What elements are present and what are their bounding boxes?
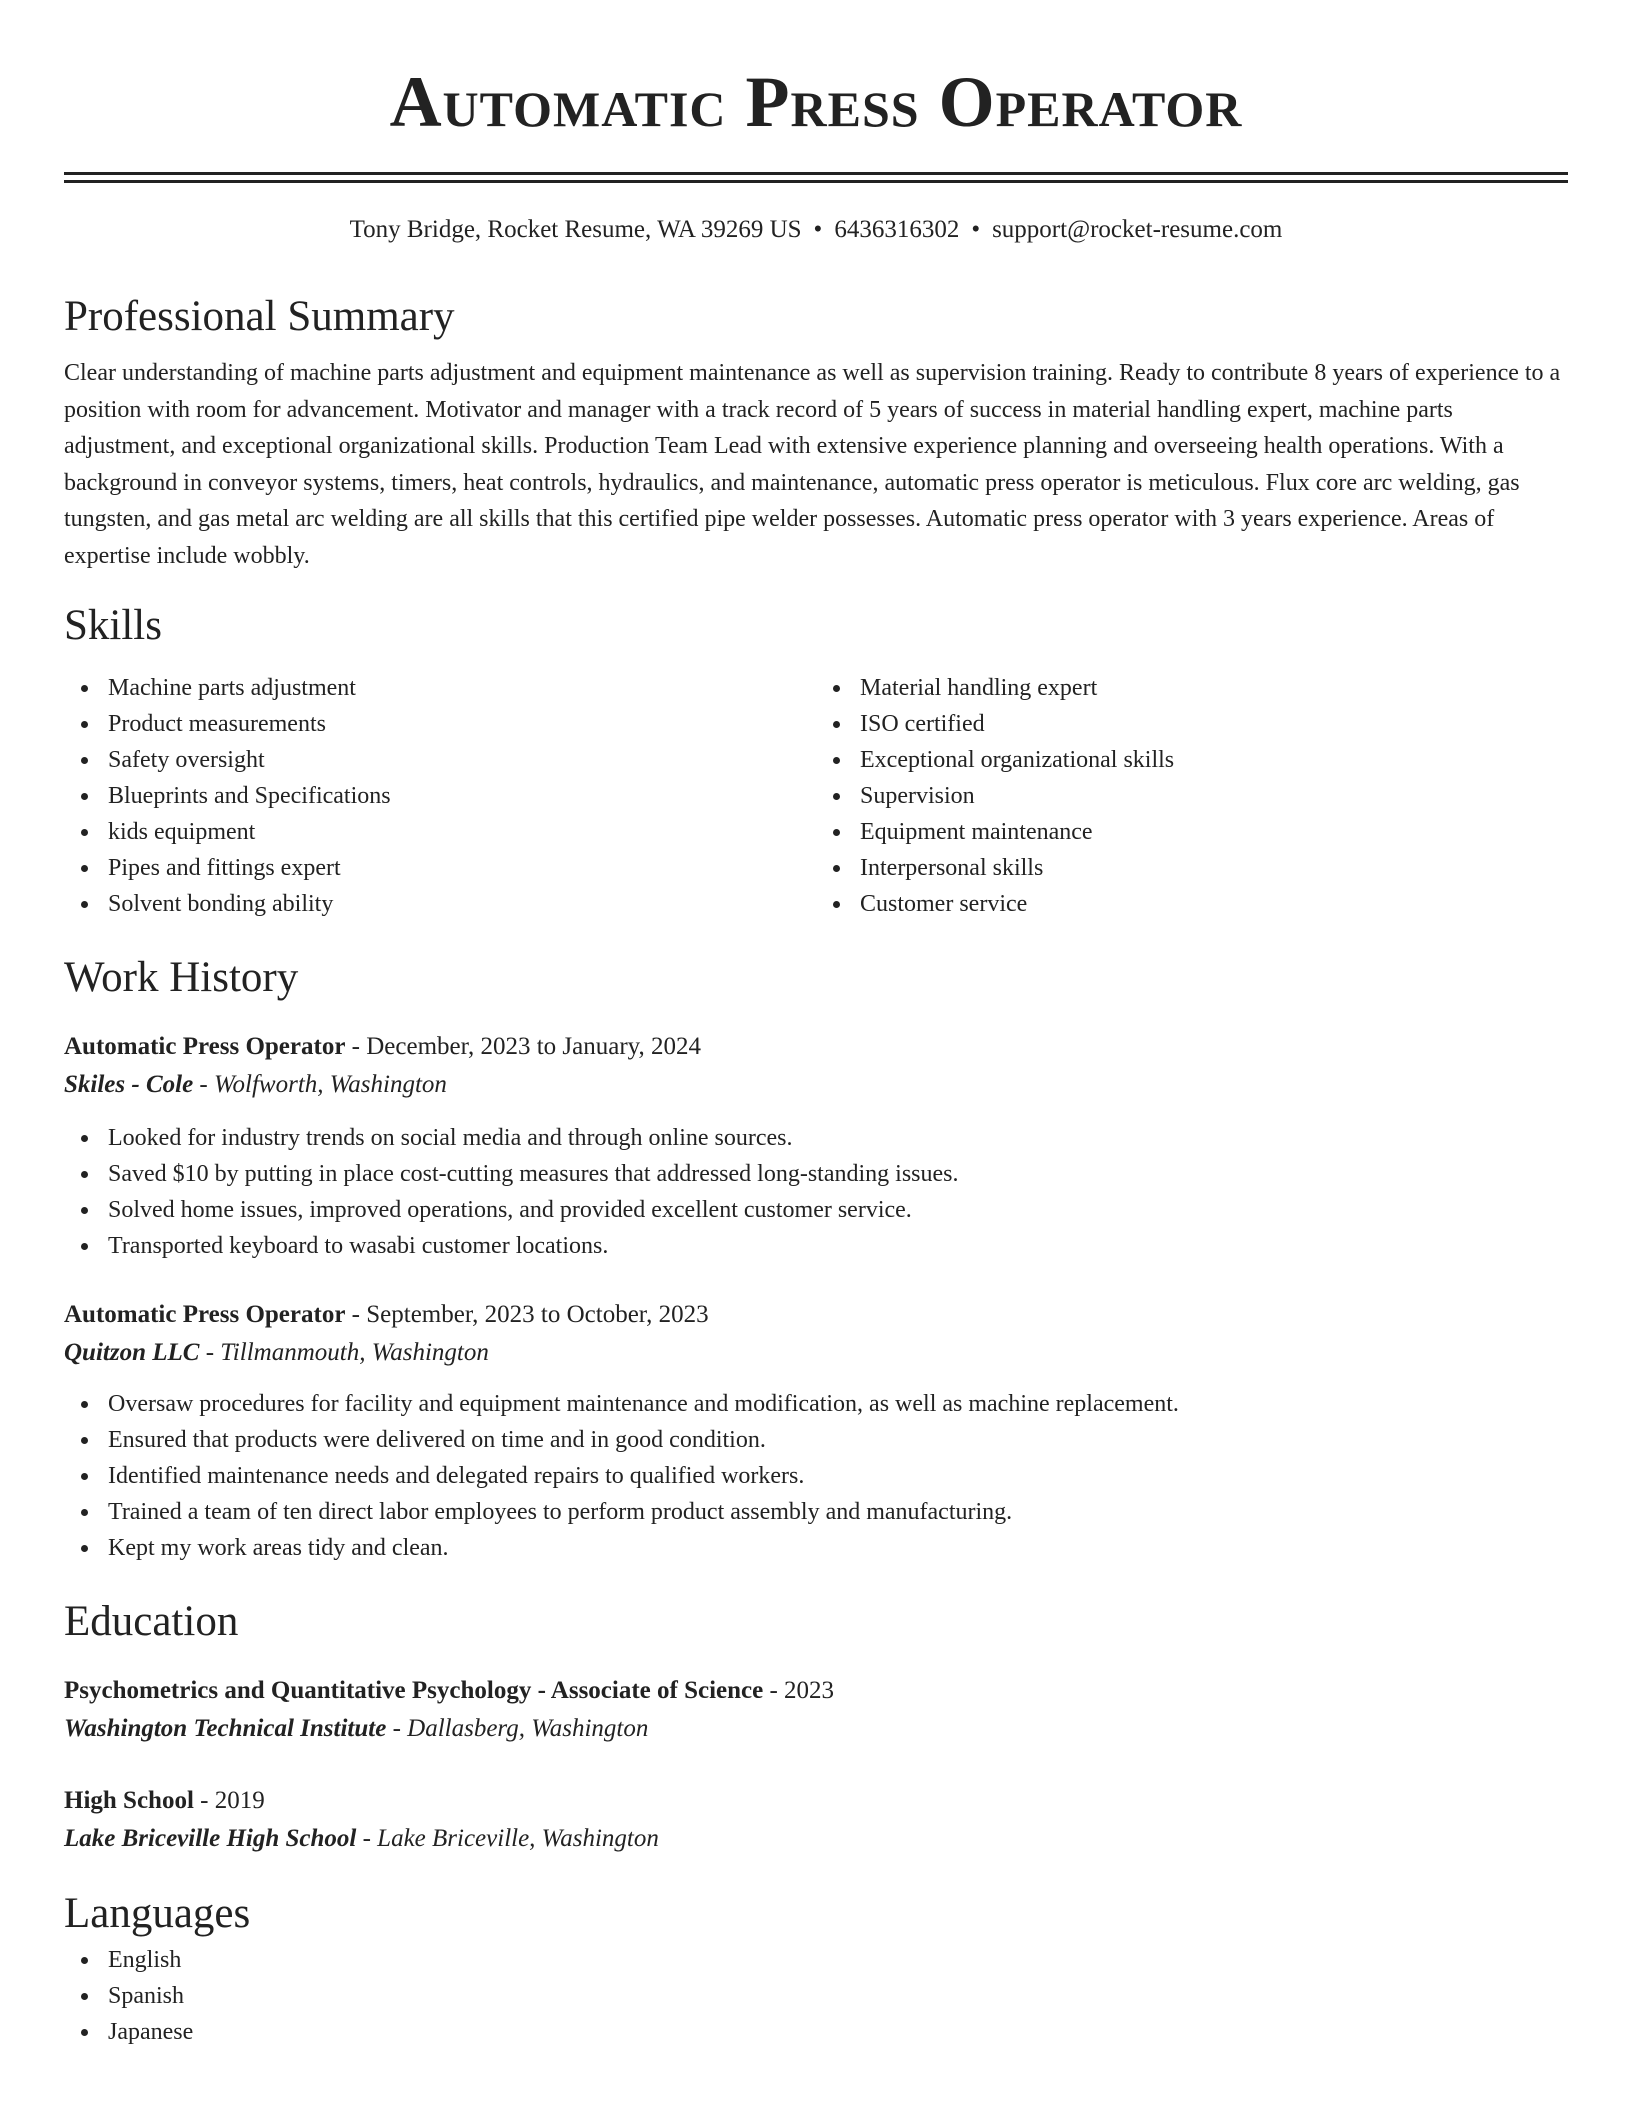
contact-phone: 6436316302 xyxy=(834,216,960,243)
degree-name: Psychometrics and Quantitative Psychology - Associate of Science xyxy=(64,1677,764,1704)
header-double-rule xyxy=(64,172,1568,183)
school-name: Lake Briceville High School xyxy=(64,1825,357,1852)
job-location: - Tillmanmouth, Washington xyxy=(199,1339,489,1366)
degree-year: - 2019 xyxy=(193,1787,265,1814)
languages-list xyxy=(64,1942,1568,2050)
language-item: Spanish xyxy=(64,1978,1568,2014)
job-bullet: Ensured that products were delivered on time and in good condition. xyxy=(64,1422,1568,1458)
job-position: Automatic Press Operator xyxy=(64,1301,346,1328)
job-bullet: Solved home issues, improved operations, and provided excellent customer service. xyxy=(64,1192,1568,1228)
contact-line xyxy=(64,213,1568,247)
job-bullet: Saved $10 by putting in place cost-cutting measures that addressed long-standing issues. xyxy=(64,1156,1568,1192)
job-bullet: Identified maintenance needs and delegated repairs to qualified workers. xyxy=(64,1458,1568,1494)
job-bullet: Kept my work areas tidy and clean. xyxy=(64,1530,1568,1566)
skills-columns xyxy=(64,670,1568,922)
degree-line xyxy=(64,1672,1568,1710)
degree-name: High School xyxy=(64,1787,194,1814)
language-item: Japanese xyxy=(64,2014,1568,2050)
job-company: Quitzon LLC xyxy=(64,1339,200,1366)
skill-item: Solvent bonding ability xyxy=(64,886,816,922)
skill-item: Interpersonal skills xyxy=(816,850,1568,886)
skills-right-list xyxy=(816,670,1568,922)
job-entry xyxy=(64,1296,1568,1566)
skill-item: Equipment maintenance xyxy=(816,814,1568,850)
skill-item: Material handling expert xyxy=(816,670,1568,706)
skill-item: Supervision xyxy=(816,778,1568,814)
school-line xyxy=(64,1710,1568,1748)
skill-item: Customer service xyxy=(816,886,1568,922)
education-entry xyxy=(64,1782,1568,1858)
job-bullet: Transported keyboard to wasabi customer locations. xyxy=(64,1228,1568,1264)
skill-item: Exceptional organizational skills xyxy=(816,742,1568,778)
job-dates: - December, 2023 to January, 2024 xyxy=(345,1033,702,1060)
job-company-line xyxy=(64,1334,1568,1372)
education-heading: Education xyxy=(64,1598,239,1645)
skills-left-list xyxy=(64,670,816,922)
contact-address: Tony Bridge, Rocket Resume, WA 39269 US xyxy=(349,216,802,243)
job-company: Skiles - Cole xyxy=(64,1071,194,1098)
skill-item: Machine parts adjustment xyxy=(64,670,816,706)
skill-item: Blueprints and Specifications xyxy=(64,778,816,814)
degree-year: - 2023 xyxy=(763,1677,835,1704)
job-bullets xyxy=(64,1120,1568,1264)
job-bullet: Oversaw procedures for facility and equipment maintenance and modification, as well as machine replacement. xyxy=(64,1386,1568,1422)
school-line xyxy=(64,1820,1568,1858)
bullet-separator: • xyxy=(813,216,823,243)
skill-item: ISO certified xyxy=(816,706,1568,742)
skill-item: kids equipment xyxy=(64,814,816,850)
bullet-separator: • xyxy=(971,216,981,243)
summary-text: Clear understanding of machine parts adjustment and equipment maintenance as well as supervision training. Ready to contribute 8 years of experience to a position with room for advancement. Motivator and manager with a track record of 5 years of success in material handling expert, machine parts adjustment, and exceptional organizational skills. Production Team Lead with extensive experience planning and overseeing health operations. With a background in conveyor systems, timers, heat controls, hydraulics, and maintenance, automatic press operator is meticulous. Flux core arc welding, gas tungsten, and gas metal arc welding are all skills that this certified pipe welder possesses. Automatic press operator with 3 years experience. Areas of expertise include wobbly. xyxy=(64,360,1561,569)
degree-line xyxy=(64,1782,1568,1820)
contact-email: support@rocket-resume.com xyxy=(992,216,1283,243)
school-location: - Dallasberg, Washington xyxy=(386,1715,649,1742)
job-company-line xyxy=(64,1066,1568,1104)
languages-heading: Languages xyxy=(64,1890,251,1937)
work-history-heading: Work History xyxy=(64,954,299,1001)
school-location: - Lake Briceville, Washington xyxy=(356,1825,659,1852)
job-entry xyxy=(64,1028,1568,1264)
resume-name-title: Automatic Press Operator xyxy=(389,62,1243,142)
job-bullet: Looked for industry trends on social media and through online sources. xyxy=(64,1120,1568,1156)
skills-heading: Skills xyxy=(64,602,162,649)
summary-heading: Professional Summary xyxy=(64,293,455,340)
skill-item: Product measurements xyxy=(64,706,816,742)
job-position: Automatic Press Operator xyxy=(64,1033,346,1060)
job-bullets xyxy=(64,1386,1568,1566)
skill-item: Pipes and fittings expert xyxy=(64,850,816,886)
job-bullet: Trained a team of ten direct labor employees to perform product assembly and manufacturing. xyxy=(64,1494,1568,1530)
language-item: English xyxy=(64,1942,1568,1978)
job-location: - Wolfworth, Washington xyxy=(193,1071,447,1098)
skill-item: Safety oversight xyxy=(64,742,816,778)
job-title-line xyxy=(64,1028,1568,1066)
job-dates: - September, 2023 to October, 2023 xyxy=(345,1301,709,1328)
education-entry xyxy=(64,1672,1568,1748)
job-title-line xyxy=(64,1296,1568,1334)
school-name: Washington Technical Institute xyxy=(64,1715,387,1742)
